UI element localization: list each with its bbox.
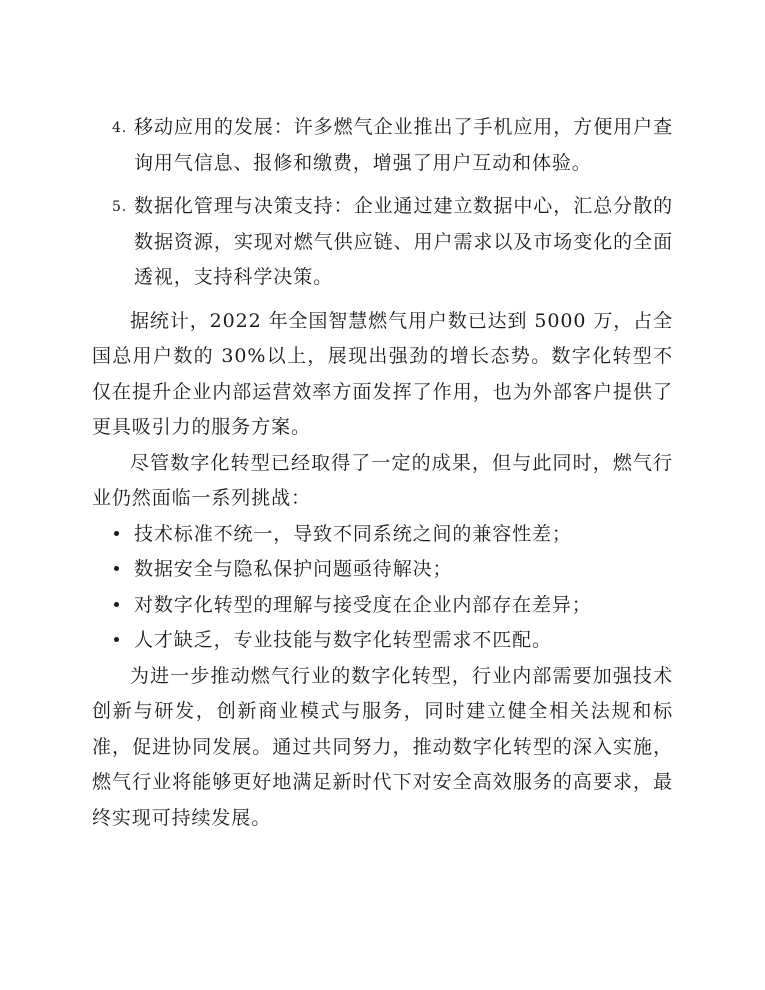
list-item	[92, 189, 673, 296]
bullet-dot-icon	[114, 566, 119, 571]
list-number: 4.	[112, 120, 128, 136]
document-body	[92, 110, 673, 836]
list-number: 5.	[112, 199, 128, 215]
bullet-item	[92, 517, 673, 553]
list-item-text: 数据化管理与决策支持：企业通过建立数据中心，汇总分散的数据资源，实现对燃气供应链、用户需求以及市场变化的全面透视，支持科学决策。	[134, 195, 673, 288]
bullet-item-text: 数据安全与隐私保护问题亟待解决；	[134, 558, 453, 580]
bullet-item-text: 对数字化转型的理解与接受度在企业内部存在差异；	[134, 593, 592, 616]
bullet-item-text: 人才缺乏，专业技能与数字化转型需求不匹配。	[134, 629, 552, 651]
bullet-dot-icon	[114, 531, 119, 536]
bullet-item	[92, 552, 673, 588]
bullet-item	[92, 588, 673, 624]
bullet-item	[92, 623, 673, 659]
paragraph-statistics: 据统计，2022 年全国智慧燃气用户数已达到 5000 万，占全国总用户数的 30%以上，展现出强劲的增长态势。数字化转型不仅在提升企业内部运营效率方面发挥了作用，也为外部客户提供了更具吸引力的服务方案。	[92, 309, 673, 438]
paragraph-conclusion: 为进一步推动燃气行业的数字化转型，行业内部需要加强技术创新与研发，创新商业模式与服务，同时建立健全相关法规和标准，促进协同发展。通过共同努力，推动数字化转型的深入实施，燃气行业将能够更好地满足新时代下对安全高效服务的高要求，最终实现可持续发展。	[92, 664, 673, 829]
bullet-list	[92, 517, 673, 659]
numbered-list	[92, 110, 673, 296]
bullet-item-text: 技术标准不统一，导致不同系统之间的兼容性差；	[134, 522, 572, 545]
paragraph-challenges-intro: 尽管数字化转型已经取得了一定的成果，但与此同时，燃气行业仍然面临一系列挑战：	[92, 451, 673, 509]
list-item-text: 移动应用的发展：许多燃气企业推出了手机应用，方便用户查询用气信息、报修和缴费，增强了用户互动和体验。	[134, 116, 673, 174]
bullet-dot-icon	[114, 637, 119, 642]
bullet-dot-icon	[114, 602, 119, 607]
list-item	[92, 110, 673, 181]
